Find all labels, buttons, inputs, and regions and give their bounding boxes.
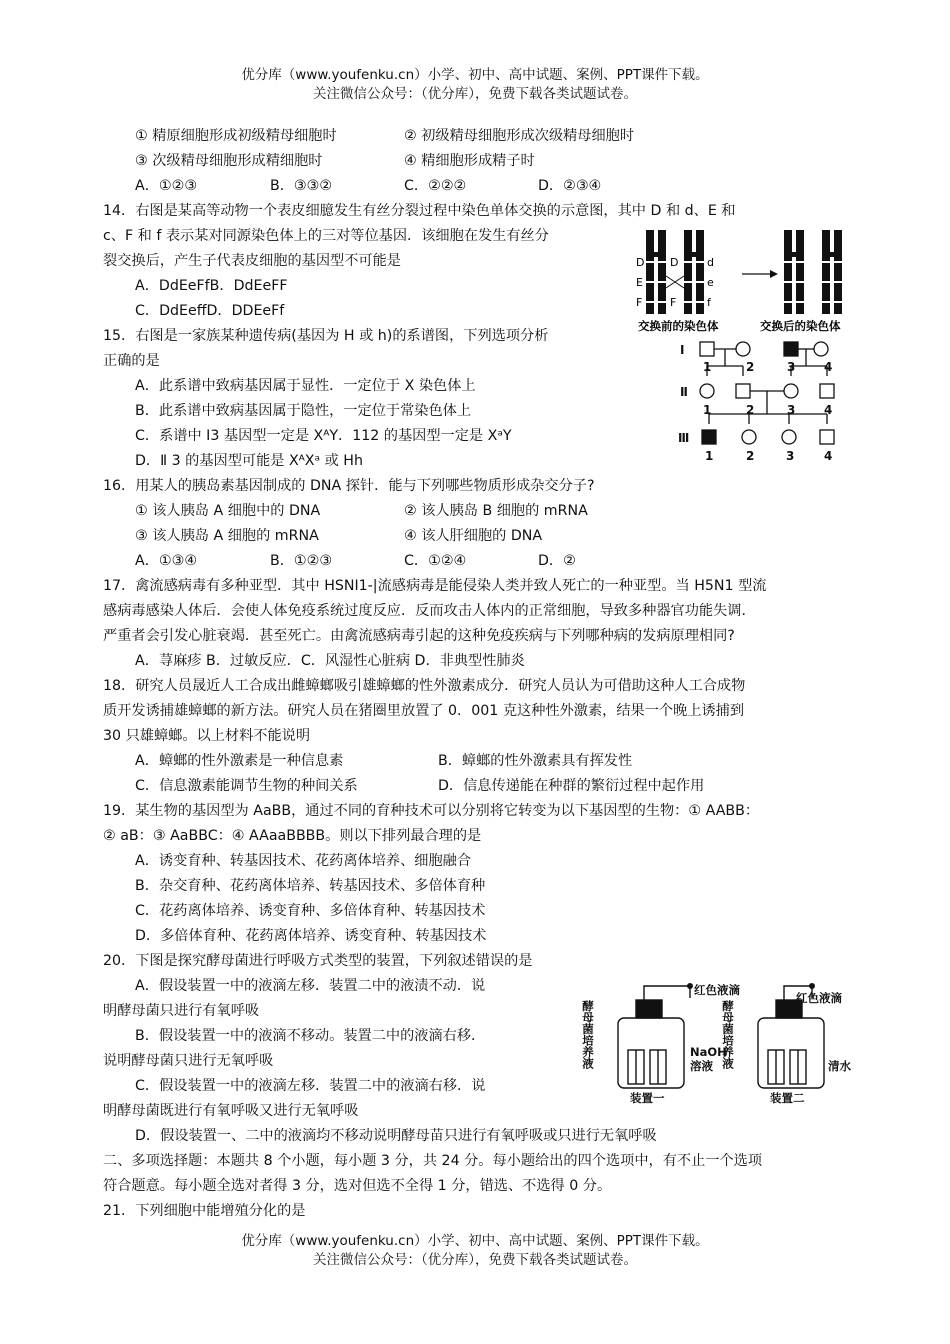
q20-option-d: D．假设装置一、二中的液滴均不移动说明酵母苗只进行有氧呼吸或只进行无氧呼吸	[135, 1128, 657, 1144]
q15-line-1: 15．右图是一家族某种遗传病(基因为 H 或 h)的系谱图，下列选项分析	[103, 328, 549, 344]
q13-stmt-2: ② 初级精母细胞形成次级精母细胞时	[404, 128, 635, 144]
svg-text:3: 3	[787, 360, 796, 374]
pedigree-I2-female	[736, 342, 750, 356]
q16-stmt-1: ① 该人胰岛 A 细胞中的 DNA	[135, 503, 321, 519]
q16-line-1: 16．用某人的胰岛素基因制成的 DNA 探针．能与下列哪些物质形成杂交分子?	[103, 478, 595, 494]
svg-text:4: 4	[824, 360, 833, 374]
q13-option-b: B．③③②	[270, 178, 333, 194]
q15-option-b: B．此系谱中致病基因属于隐性，一定位于常染色体上	[135, 403, 472, 419]
q17-line-3: 严重者会引发心脏衰竭．甚至死亡。由禽流感病毒引起的这种免疫疾病与下列哪种病的发病原理相同?	[103, 628, 735, 644]
footer-line-2: 关注微信公众号：（优分库），免费下载各类试题试卷。	[313, 1252, 637, 1268]
svg-text:2: 2	[746, 360, 755, 374]
device-one-culture-label: 酵母菌培养液	[581, 1000, 595, 1069]
q20-option-a-line-2: 明酵母菌只进行有氧呼吸	[103, 1003, 260, 1019]
q20-line-1: 20．下图是探究酵母菌进行呼吸方式类型的装置，下列叙述错误的是	[103, 953, 533, 969]
svg-text:1: 1	[703, 360, 712, 374]
q16-option-b: B．①②③	[270, 553, 333, 569]
svg-text:2: 2	[746, 403, 755, 417]
q16-stmt-2: ② 该人胰岛 B 细胞的 mRNA	[404, 503, 588, 519]
device-two-caption: 装置二	[770, 1091, 805, 1105]
q13-option-a: A．①②③	[135, 178, 198, 194]
pedigree-II3-female	[784, 384, 798, 398]
pedigree-III2-female	[742, 430, 756, 444]
red-drop-icon-2	[809, 983, 815, 989]
header-line-1: 优分库（www.youfenku.cn）小学、初中、高中试题、案例、PPT课件下载。	[241, 67, 709, 83]
svg-text:3: 3	[787, 403, 796, 417]
q16-stmt-4: ④ 该人肝细胞的 DNA	[404, 528, 543, 544]
arrow-icon	[770, 270, 778, 278]
svg-text:1: 1	[705, 449, 714, 463]
q19-option-a: A．诱变育种、转基因技术、花药离体培养、细胞融合	[135, 853, 472, 869]
q15-option-c: C．系谱中 I3 基因型一定是 XᴬY．112 的基因型一定是 XᵃY	[135, 428, 512, 444]
q20-option-b-line-2: 说明酵母菌只进行无氧呼吸	[103, 1053, 274, 1069]
pedigree-I3-affected-male	[784, 342, 798, 356]
device-two-culture-label: 酵母菌培养液	[721, 1000, 735, 1069]
gene-label-D2: D	[670, 256, 679, 269]
q19-line-2: ② aB：③ AaBBC：④ AAaaBBBB。则以下排列最合理的是	[103, 828, 482, 844]
pedigree-II4-male	[820, 384, 834, 398]
svg-text:1: 1	[703, 403, 712, 417]
q17-options: A．荨麻疹 B．过敏反应．C．风湿性心脏病 D．非典型性肺炎	[135, 653, 525, 669]
gene-label-F2: F	[670, 296, 677, 309]
q18-option-b: B．蟑螂的性外激素具有挥发性	[438, 753, 633, 769]
device-one-solution-label: 溶液	[690, 1059, 713, 1073]
gene-label-F: F	[636, 296, 643, 309]
header-line-2: 关注微信公众号：（优分库），免费下载各类试题试卷。	[313, 86, 637, 102]
chromosome-exchange-figure	[634, 226, 864, 336]
fig-after-caption: 交换后的染色体	[760, 319, 841, 333]
q15-line-2: 正确的是	[103, 353, 160, 369]
q20-option-c-line-1: C．假设装置一中的液滴左移．装置二中的液滴右移．说	[135, 1078, 486, 1094]
q15-option-d: D．Ⅱ 3 的基因型可能是 XᴬXᵃ 或 Hh	[135, 453, 363, 469]
q18-option-c: C．信息激素能调节生物的种间关系	[135, 778, 358, 794]
q13-option-c: C．②②②	[404, 178, 467, 194]
q17-line-1: 17．禽流感病毒有多种亚型．其中 HSNI1-|流感病毒是能侵染人类并致人死亡的一种亚型。当 H5N1 型流	[103, 578, 767, 594]
q18-line-1: 18．研究人员晟近人工合成出雌蟑螂吸引雄蟑螂的性外激素成分．研究人员认为可借助这种人工合成物	[103, 678, 746, 694]
section-2-line-1: 二、多项选择题：本题共 8 个小题，每小题 3 分，共 24 分。每小题给出的四个选项中，有不止一个选项	[103, 1153, 763, 1169]
pedigree-gen-II: Ⅱ	[680, 385, 688, 399]
pedigree-II2-male	[736, 384, 750, 398]
q19-option-b: B．杂交育种、花药离体培养、转基因技术、多倍体育种	[135, 878, 486, 894]
pedigree-II1-female	[700, 384, 714, 398]
q16-option-a: A．①③④	[135, 553, 198, 569]
svg-text:3: 3	[786, 449, 795, 463]
device-one-naoh-label: NaOH	[690, 1045, 727, 1059]
pedigree-I1-male	[700, 342, 714, 356]
q13-stmt-3: ③ 次级精母细胞形成精细胞时	[135, 153, 323, 169]
pedigree-gen-III: Ⅲ	[678, 431, 690, 445]
q13-stmt-1: ① 精原细胞形成初级精母细胞时	[135, 128, 337, 144]
section-2-line-2: 符合题意。每小题全选对者得 3 分，选对但选不全得 1 分，错选、不选得 0 分。	[103, 1178, 612, 1194]
q21-line-1: 21．下列细胞中能增殖分化的是	[103, 1203, 306, 1219]
q13-stmt-4: ④ 精细胞形成精子时	[404, 153, 535, 169]
q14-line-2: c、F 和 f 表示某对同源染色体上的三对等位基因．该细胞在发生有丝分	[103, 228, 549, 244]
q19-line-1: 19．某生物的基因型为 AaBB，通过不同的育种技术可以分别将它转变为以下基因型的生物：① AABB：	[103, 803, 760, 819]
svg-text:4: 4	[824, 449, 833, 463]
pedigree-figure	[676, 338, 866, 466]
gene-label-e: e	[707, 276, 714, 289]
pedigree-III3-female	[782, 430, 796, 444]
pedigree-III1-affected-male	[702, 430, 716, 444]
yeast-device-figure	[578, 978, 858, 1108]
svg-text:2: 2	[746, 449, 755, 463]
gene-label-E: E	[636, 276, 643, 289]
q16-stmt-3: ③ 该人胰岛 A 细胞的 mRNA	[135, 528, 319, 544]
q14-line-3: 裂交换后，产生子代表皮细胞的基因型不可能是	[103, 253, 401, 269]
red-drop-icon	[687, 983, 693, 989]
device-two-water-label: 清水	[828, 1059, 851, 1073]
device-one-drop-label: 红色液滴	[694, 983, 740, 997]
q20-option-c-line-2: 明酵母菌既进行有氧呼吸又进行无氧呼吸	[103, 1103, 359, 1119]
pedigree-III4-male	[820, 430, 834, 444]
footer-line-1: 优分库（www.youfenku.cn）小学、初中、高中试题、案例、PPT课件下载。	[241, 1233, 709, 1249]
q20-option-b-line-1: B．假设装置一中的液滴不移动。装置二中的液滴右移．	[135, 1028, 486, 1044]
svg-text:4: 4	[824, 403, 833, 417]
q18-option-a: A．蟑螂的性外激素是一种信息素	[135, 753, 344, 769]
q19-option-d: D．多倍体育种、花药离体培养、诱变育种、转基因技术	[135, 928, 487, 944]
q14-options-ab: A．DdEeFfB．DdEeFF	[135, 278, 288, 294]
q16-option-d: D．②	[538, 553, 576, 569]
q18-line-2: 质开发诱捕雄蟑螂的新方法。研究人员在猪圈里放置了 0．001 克这种性外激素，结果一个晚上诱捕到	[103, 703, 745, 719]
q15-option-a: A．此系谱中致病基因属于显性．一定位于 X 染色体上	[135, 378, 476, 394]
pedigree-I4-female	[814, 342, 828, 356]
q14-line-1: 14．右图是某高等动物一个表皮细臆发生有丝分裂过程中染色单体交换的示意图，其中 D 和 d、E 和	[103, 203, 736, 219]
q18-option-d: D．信息传递能在种群的繁衍过程中起作用	[438, 778, 705, 794]
q13-option-d: D．②③④	[538, 178, 602, 194]
q14-options-cd: C．DdEeffD．DDEeFf	[135, 303, 285, 319]
q19-option-c: C．花药离体培养、诱变育种、多倍体育种、转基因技术	[135, 903, 486, 919]
fig-before-caption: 交换前的染色体	[638, 319, 719, 333]
gene-label-f: f	[707, 296, 711, 309]
q16-option-c: C．①②④	[404, 553, 467, 569]
q17-line-2: 感病毒感染人体后．会使人体免疫系统过度反应．反而攻击人体内的正常细胞，导致多种器官功能失调．	[103, 603, 756, 619]
device-two-drop-label: 红色液滴	[796, 991, 842, 1005]
pedigree-gen-I: Ⅰ	[680, 343, 685, 357]
q18-line-3: 30 只雄蟑螂。以上材料不能说明	[103, 728, 311, 744]
q20-option-a-line-1: A．假设装置一中的液滴左移．装置二中的液渍不动．说	[135, 978, 486, 994]
device-one-caption: 装置一	[630, 1091, 665, 1105]
gene-label-D: D	[636, 256, 645, 269]
gene-label-d: d	[707, 256, 714, 269]
